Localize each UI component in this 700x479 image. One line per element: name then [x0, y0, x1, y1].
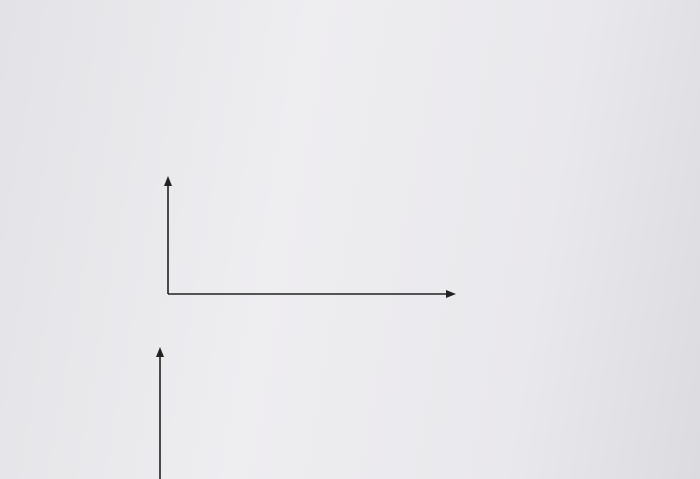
- response-y-axis-arrow: [156, 347, 164, 357]
- input-x-axis-arrow: [446, 290, 456, 298]
- input-y-axis-arrow: [164, 176, 172, 186]
